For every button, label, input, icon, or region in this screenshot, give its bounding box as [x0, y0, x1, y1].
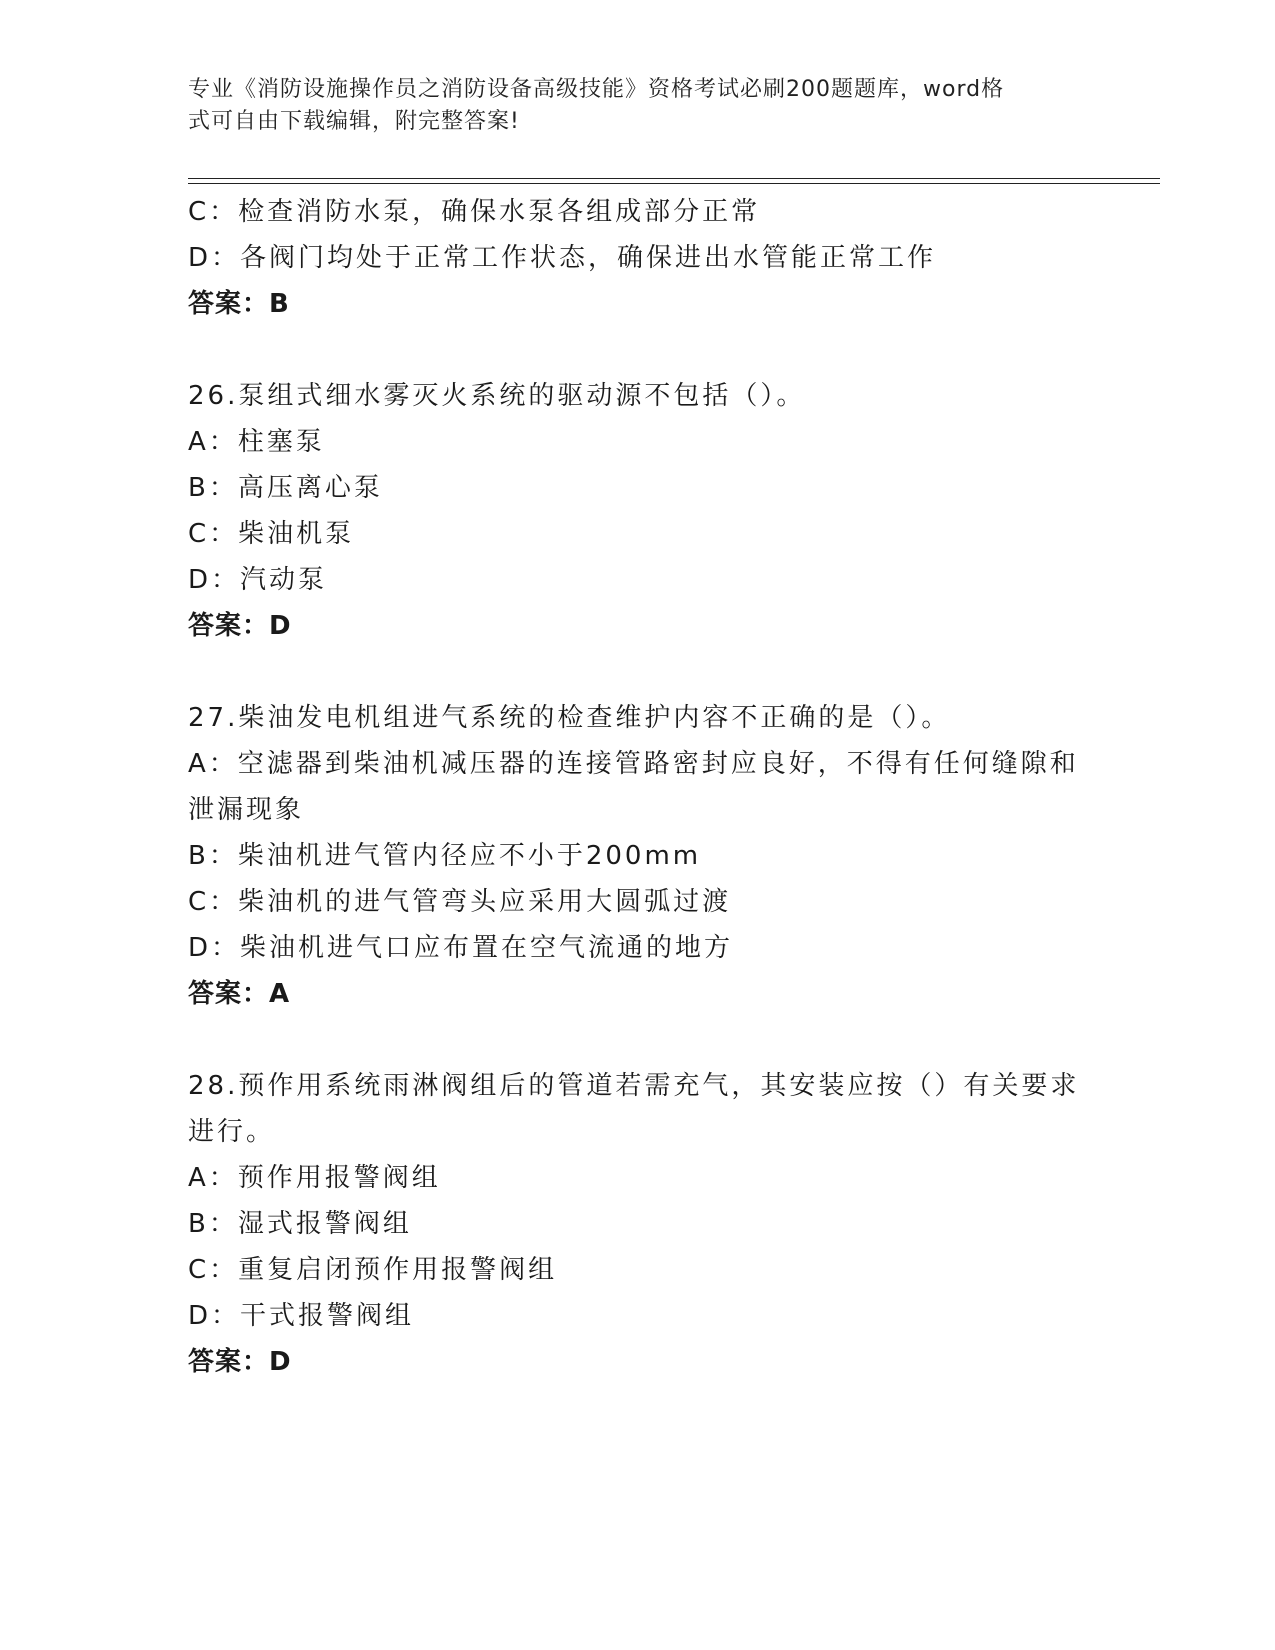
- option-b: B：湿式报警阀组: [188, 1209, 412, 1239]
- option-a-continued: 泄漏现象: [188, 795, 305, 825]
- option-b: B：柴油机进气管内径应不小于200mm: [188, 841, 702, 871]
- answer: 答案：D: [188, 611, 292, 641]
- spacer: [188, 649, 1088, 695]
- question-stem: 26.泵组式细水雾灭火系统的驱动源不包括（）。: [188, 381, 806, 411]
- answer: 答案：A: [188, 979, 291, 1009]
- question-26: [188, 373, 1088, 649]
- question-stem: 27.柴油发电机组进气系统的检查维护内容不正确的是（）。: [188, 703, 951, 733]
- question-28: [188, 1063, 1088, 1385]
- spacer: [188, 1017, 1088, 1063]
- option-d: D：柴油机进气口应布置在空气流通的地方: [188, 933, 734, 963]
- option-d: D：各阀门均处于正常工作状态，确保进出水管能正常工作: [188, 243, 937, 273]
- option-c: C：检查消防水泵，确保水泵各组成部分正常: [188, 197, 761, 227]
- option-b: B：高压离心泵: [188, 473, 383, 503]
- option-a: A：空滤器到柴油机减压器的连接管路密封应良好，不得有任何缝隙和: [188, 749, 1079, 779]
- question-25-tail: [188, 189, 1088, 327]
- option-d: D：汽动泵: [188, 565, 328, 595]
- question-stem-continued: 进行。: [188, 1117, 276, 1147]
- answer: 答案：D: [188, 1347, 292, 1377]
- spacer: [188, 327, 1088, 373]
- option-c: C：柴油机泵: [188, 519, 355, 549]
- option-a: A：预作用报警阀组: [188, 1163, 441, 1193]
- option-d: D：干式报警阀组: [188, 1301, 415, 1331]
- option-c: C：重复启闭预作用报警阀组: [188, 1255, 558, 1285]
- header-rule-top: [188, 178, 1160, 179]
- question-stem: 28.预作用系统雨淋阀组后的管道若需充气，其安装应按（）有关要求: [188, 1071, 1080, 1101]
- header-rule-bottom: [188, 183, 1160, 184]
- header-line-1: 专业《消防设施操作员之消防设备高级技能》资格考试必刷200题题库，word格: [188, 77, 1005, 102]
- answer: 答案：B: [188, 289, 290, 319]
- option-a: A：柱塞泵: [188, 427, 325, 457]
- option-c: C：柴油机的进气管弯头应采用大圆弧过渡: [188, 887, 732, 917]
- question-list: [188, 189, 1088, 1385]
- document-header: [188, 74, 1088, 138]
- header-line-2: 式可自由下载编辑，附完整答案!: [188, 109, 520, 134]
- question-27: [188, 695, 1088, 1017]
